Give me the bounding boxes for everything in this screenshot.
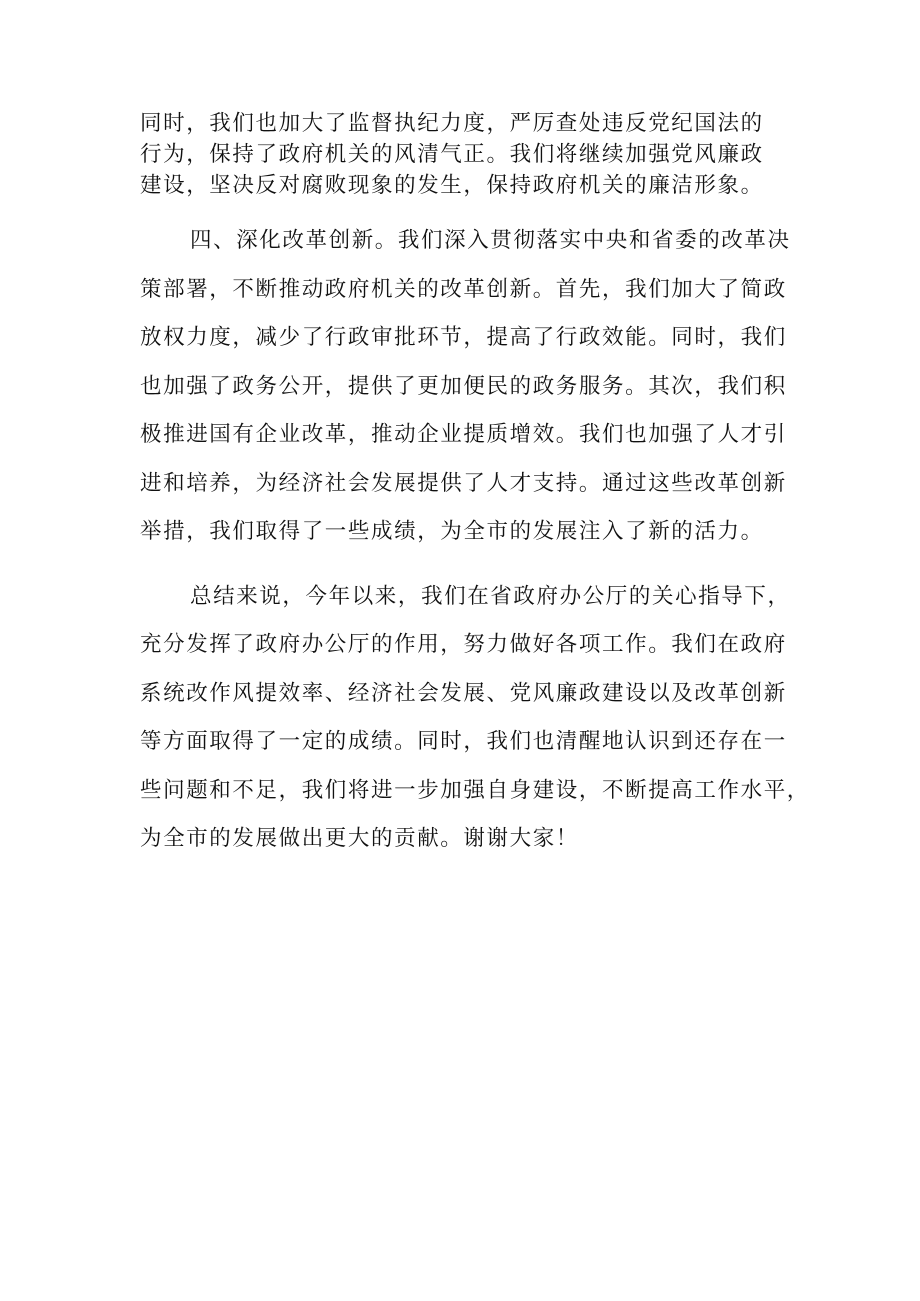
text-line: 系统改作风提效率、经济社会发展、党风廉政建设以及改革创新 <box>140 680 787 706</box>
text-line: 建设，坚决反对腐败现象的发生，保持政府机关的廉洁形象。 <box>140 173 764 198</box>
text-line: 策部署，不断推动政府机关的改革创新。首先，我们加大了简政 <box>140 276 787 302</box>
text-line: 些问题和不足，我们将进一步加强自身建设，不断提高工作水平， <box>140 777 810 803</box>
text-line: 充分发挥了政府办公厅的作用，努力做好各项工作。我们在政府 <box>140 632 787 657</box>
text-line: 为全市的发展做出更大的贡献。谢谢大家！ <box>140 826 579 851</box>
text-line: 进和培养，为经济社会发展提供了人才支持。通过这些改革创新 <box>140 470 787 496</box>
text-line: 四、深化改革创新。我们深入贯彻落实中央和省委的改革决 <box>190 228 791 253</box>
text-line: 也加强了政务公开，提供了更加便民的政务服务。其次，我们积 <box>140 373 787 399</box>
paragraph-reform <box>140 217 800 557</box>
text-line: 举措，我们取得了一些成绩，为全市的发展注入了新的活力。 <box>140 519 764 544</box>
text-line: 放权力度，减少了行政审批环节，提高了行政效能。同时，我们 <box>140 325 787 350</box>
continuation-paragraph <box>140 108 800 201</box>
paragraph-summary <box>140 573 810 864</box>
document-body <box>140 108 810 864</box>
text-line: 行为，保持了政府机关的风清气正。我们将继续加强党风廉政 <box>140 142 764 167</box>
text-line: 同时，我们也加大了监督执纪力度，严厉查处违反党纪国法的 <box>140 111 764 136</box>
text-line: 极推进国有企业改革，推动企业提质增效。我们也加强了人才引 <box>140 422 787 447</box>
text-line: 总结来说，今年以来，我们在省政府办公厅的关心指导下， <box>190 583 791 609</box>
text-line: 等方面取得了一定的成绩。同时，我们也清醒地认识到还存在一 <box>140 729 787 754</box>
